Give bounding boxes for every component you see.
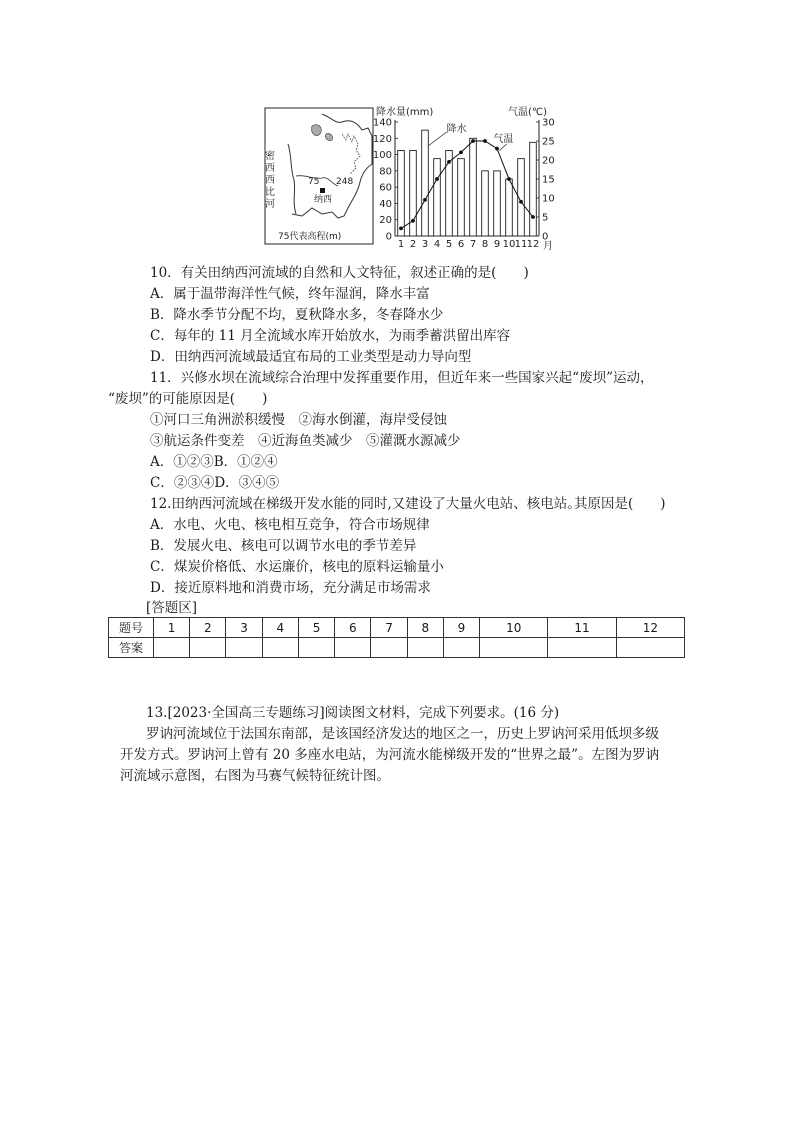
q13-material-line2: 开发方式。罗讷河上曾有 20 多座水电站，为河流水能梯级开发的“世界之最”。左图为罗讷 bbox=[120, 747, 660, 763]
map-elev-b: 248 bbox=[336, 177, 354, 187]
answer-input-cell[interactable] bbox=[154, 638, 190, 658]
answer-table-number-cell: 11 bbox=[548, 618, 616, 638]
month-tick-label: 1 bbox=[397, 239, 405, 250]
map-river-label: 密西西比河 bbox=[262, 150, 274, 210]
map-city-label: 纳西 bbox=[314, 195, 333, 205]
answer-input-cell[interactable] bbox=[262, 638, 298, 658]
temperature-point bbox=[399, 227, 403, 231]
left-tick-label: 0 bbox=[385, 231, 392, 243]
q11-options-cd[interactable]: C．②③④D．③④⑤ bbox=[150, 475, 280, 491]
temperature-point bbox=[519, 200, 523, 204]
precip-bar bbox=[470, 138, 477, 236]
precip-series-label: 降水 bbox=[446, 124, 467, 135]
q13-material-line1: 罗讷河流域位于法国东南部，是该国经济发达的地区之一，历史上罗讷河采用低坝多级 bbox=[146, 726, 659, 742]
q11-stem-line1: 11．兴修水坝在流域综合治理中发挥重要作用，但近年来一些国家兴起“废坝”运动， bbox=[150, 370, 654, 386]
precip-bar bbox=[398, 151, 405, 237]
answer-table-answer-row bbox=[109, 638, 685, 658]
answer-input-cell[interactable] bbox=[480, 638, 548, 658]
q11-choices-line2: ③航运条件变差 ④近海鱼类减少 ⑤灌溉水源减少 bbox=[150, 433, 461, 449]
q10-stem: 10．有关田纳西河流域的自然和人文特征，叙述正确的是( ) bbox=[150, 265, 529, 281]
answer-input-cell[interactable] bbox=[298, 638, 334, 658]
answer-table-number-row bbox=[109, 618, 685, 638]
month-tick-label: 8 bbox=[481, 239, 489, 250]
month-tick-label: 9 bbox=[493, 239, 501, 250]
answer-table-number-cell: 12 bbox=[616, 618, 684, 638]
q12-option-d[interactable]: D．接近原料地和消费市场，充分满足市场需求 bbox=[150, 580, 431, 596]
precip-leader bbox=[428, 132, 447, 146]
q13-material-line3: 河流域示意图，右图为马赛气候特征统计图。 bbox=[120, 768, 390, 784]
answer-area-label: [答题区] bbox=[146, 600, 198, 616]
climate-chart bbox=[373, 105, 555, 252]
answer-table-number-cell: 3 bbox=[226, 618, 262, 638]
temperature-point bbox=[423, 198, 427, 202]
answer-table-number-cell: 7 bbox=[371, 618, 407, 638]
right-axis-title: 气温(℃) bbox=[508, 107, 548, 118]
map-elev-a: 75 bbox=[308, 177, 320, 187]
answer-input-cell[interactable] bbox=[226, 638, 262, 658]
temperature-point bbox=[507, 177, 511, 181]
answer-input-cell[interactable] bbox=[371, 638, 407, 658]
q13-stem: 13.[2023·全国高三专题练习]阅读图文材料，完成下列要求。(16 分) bbox=[146, 705, 560, 721]
answer-table bbox=[108, 617, 685, 658]
right-tick-label: 30 bbox=[542, 117, 555, 129]
left-tick-label: 80 bbox=[379, 166, 392, 178]
answer-table-number-cell: 2 bbox=[190, 618, 226, 638]
answer-table-number-cell: 10 bbox=[480, 618, 548, 638]
precip-bar bbox=[458, 159, 465, 236]
map-dam-marker bbox=[320, 188, 325, 193]
precip-bar bbox=[530, 142, 537, 236]
q12-option-a[interactable]: A．水电、火电、核电相互竞争，符合市场规律 bbox=[150, 517, 430, 533]
q11-choices-line1: ①河口三角洲淤积缓慢 ②海水倒灌，海岸受侵蚀 bbox=[150, 412, 447, 428]
precip-bar bbox=[506, 179, 513, 236]
precip-bar bbox=[434, 159, 441, 236]
right-tick-label: 20 bbox=[542, 155, 555, 167]
answer-input-cell[interactable] bbox=[190, 638, 226, 658]
temperature-point bbox=[459, 151, 463, 155]
answer-table-header-answer: 答案 bbox=[109, 638, 154, 658]
month-tick-label: 7 bbox=[469, 239, 477, 250]
right-tick-label: 25 bbox=[542, 136, 555, 148]
q10-option-a[interactable]: A．属于温带海洋性气候，终年湿润，降水丰富 bbox=[150, 286, 430, 302]
q10-option-d[interactable]: D．田纳西河流域最适宜布局的工业类型是动力导向型 bbox=[150, 349, 472, 365]
answer-input-cell[interactable] bbox=[548, 638, 616, 658]
figure bbox=[262, 104, 562, 252]
answer-table-number-cell: 6 bbox=[335, 618, 371, 638]
right-tick-label: 15 bbox=[542, 174, 555, 186]
left-axis-title: 降水量(mm) bbox=[376, 107, 434, 118]
left-tick-label: 140 bbox=[372, 117, 392, 129]
answer-table-number-cell: 8 bbox=[407, 618, 443, 638]
left-tick-label: 20 bbox=[379, 215, 392, 227]
answer-table-number-cell: 4 bbox=[262, 618, 298, 638]
right-tick-label: 5 bbox=[542, 212, 549, 224]
left-tick-label: 100 bbox=[372, 150, 392, 162]
temperature-point bbox=[531, 215, 535, 219]
map-panel bbox=[263, 108, 374, 244]
month-tick-label: 12 bbox=[526, 239, 540, 250]
precip-bar bbox=[422, 130, 429, 236]
q10-option-b[interactable]: B．降水季节分配不均，夏秋降水多，冬春降水少 bbox=[150, 307, 444, 323]
month-tick-label: 5 bbox=[445, 239, 453, 250]
month-tick-label: 6 bbox=[457, 239, 465, 250]
right-tick-label: 10 bbox=[542, 193, 555, 205]
answer-input-cell[interactable] bbox=[335, 638, 371, 658]
temperature-point bbox=[435, 177, 439, 181]
answer-table-number-cell: 9 bbox=[443, 618, 479, 638]
temperature-line bbox=[401, 141, 533, 228]
answer-input-cell[interactable] bbox=[407, 638, 443, 658]
month-tick-label: 11 bbox=[514, 239, 528, 250]
q10-option-c[interactable]: C．每年的 11 月全流域水库开始放水，为雨季蓄洪留出库容 bbox=[150, 328, 511, 344]
answer-table-number-cell: 5 bbox=[298, 618, 334, 638]
month-tick-label: 2 bbox=[409, 239, 417, 250]
map-legend: 75代表高程(m) bbox=[278, 232, 342, 242]
answer-table-header-number: 题号 bbox=[109, 618, 154, 638]
answer-table-number-cell: 1 bbox=[154, 618, 190, 638]
temperature-point bbox=[447, 160, 451, 164]
left-tick-label: 120 bbox=[372, 133, 392, 145]
temp-series-label: 气温 bbox=[493, 134, 514, 145]
month-tick-label: 4 bbox=[433, 239, 441, 250]
precip-bar bbox=[410, 151, 417, 237]
q12-stem: 12.田纳西河流域在梯级开发水能的同时,又建设了大量火电站、核电站｡其原因是( ) bbox=[150, 496, 666, 512]
temperature-point bbox=[411, 219, 415, 223]
answer-input-cell[interactable] bbox=[443, 638, 479, 658]
q12-option-b[interactable]: B．发展火电、核电可以调节水电的季节差异 bbox=[150, 538, 417, 554]
month-tick-label: 10 bbox=[502, 239, 516, 250]
q12-option-c[interactable]: C．煤炭价格低、水运廉价，核电的原料运输量小 bbox=[150, 559, 444, 575]
temperature-point bbox=[495, 147, 499, 151]
right-tick-label: 0 bbox=[542, 231, 549, 243]
answer-input-cell[interactable] bbox=[616, 638, 684, 658]
precip-bar bbox=[494, 171, 501, 236]
x-axis-label: 月 bbox=[543, 241, 553, 252]
precip-bar bbox=[482, 171, 489, 236]
left-tick-label: 60 bbox=[379, 182, 392, 194]
month-tick-label: 3 bbox=[421, 239, 429, 250]
temperature-point bbox=[483, 139, 487, 143]
q11-options-ab[interactable]: A．①②③B．①②④ bbox=[150, 454, 278, 470]
temperature-point bbox=[471, 139, 475, 143]
q11-stem-line2: “废坝”的可能原因是( ) bbox=[108, 391, 268, 407]
left-tick-label: 40 bbox=[379, 198, 392, 210]
